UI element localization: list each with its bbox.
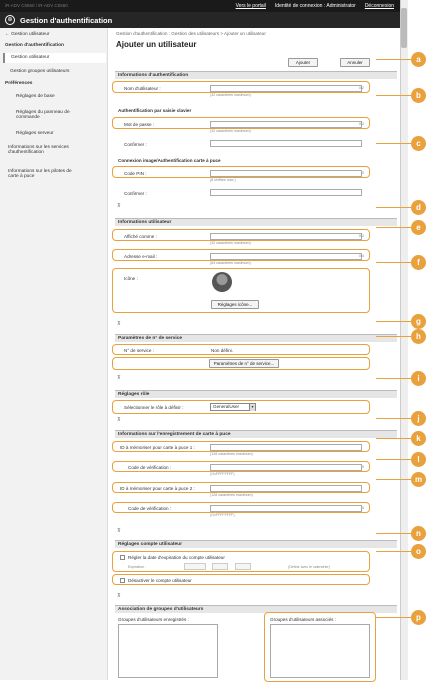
section-user-info: Informations utilisateur bbox=[115, 218, 397, 226]
app-header bbox=[0, 12, 400, 28]
verification1-label: Code de vérification : bbox=[128, 465, 172, 470]
card-id1-hint: (128 caractères maximum) bbox=[210, 452, 253, 456]
highlight-m bbox=[112, 502, 370, 513]
login-id bbox=[275, 3, 356, 9]
service-number-label: N° de service : bbox=[124, 348, 154, 353]
password-hint: (32 caractères maximum) bbox=[210, 129, 251, 133]
scrollbar[interactable] bbox=[400, 0, 408, 680]
callout-e: e bbox=[411, 220, 426, 235]
role-label: Sélectionner le rôle à définir : bbox=[124, 405, 184, 410]
highlight-h bbox=[112, 357, 370, 370]
callout-connector bbox=[376, 227, 412, 228]
sidebar-item-auth-line1: Informations sur les services bbox=[8, 145, 69, 150]
pin-confirm-input[interactable] bbox=[210, 189, 362, 196]
password-label: Mot de passe : bbox=[124, 122, 155, 127]
scroll-top-icon[interactable]: ⊼ bbox=[117, 528, 121, 534]
card-id2-label: ID à mémoriser pour carte à puce 2 : bbox=[120, 486, 195, 491]
sidebar-item-auth-services[interactable] bbox=[8, 145, 69, 155]
sidebar-item-panel-line2: commande bbox=[16, 115, 40, 120]
callout-a: a bbox=[411, 52, 426, 67]
section-account: Réglages compte utilisateur bbox=[115, 540, 397, 548]
authentication-logo-icon: ⊕ bbox=[5, 15, 15, 25]
callout-connector bbox=[376, 321, 412, 322]
callout-connector bbox=[376, 438, 412, 439]
card-id1-label: ID à mémoriser pour carte à puce 1 : bbox=[120, 445, 195, 450]
expiry-checkbox-label: Régler la date d'expiration du compte utilisateur bbox=[128, 555, 225, 560]
highlight-b bbox=[112, 117, 370, 129]
card-id2-hint: (128 caractères maximum) bbox=[210, 493, 253, 497]
service-number-settings-button[interactable]: Paramètres de n° de service... bbox=[209, 359, 279, 368]
password-confirm-input[interactable] bbox=[210, 140, 362, 147]
portal-link[interactable]: Vers le portail bbox=[235, 3, 266, 9]
sidebar-item-users[interactable]: Gestion utilisateur bbox=[3, 53, 106, 63]
verification2-counter: 0 bbox=[361, 506, 364, 510]
highlight-i bbox=[112, 400, 370, 414]
chevron-down-icon: ▾ bbox=[249, 404, 255, 411]
back-link[interactable]: ← Gestion utilisateur bbox=[5, 32, 50, 37]
highlight-e bbox=[112, 249, 370, 261]
highlight-n bbox=[112, 551, 370, 572]
login-user: Administrator bbox=[326, 3, 356, 9]
callout-connector bbox=[376, 336, 412, 337]
section-service-number: Paramètres de n° de service bbox=[115, 334, 397, 342]
section-role: Réglages rôle bbox=[115, 390, 397, 398]
registered-groups-label: Groupes d'utilisateurs enregistrés : bbox=[118, 617, 189, 622]
callout-b: b bbox=[411, 88, 426, 103]
callout-connector bbox=[376, 143, 412, 144]
callout-d: d bbox=[411, 200, 426, 215]
highlight-j bbox=[112, 441, 370, 452]
callout-connector bbox=[376, 207, 412, 208]
breadcrumb: Gestion d'authentification : Gestion des utilisateurs > Ajouter un utilisateur bbox=[116, 31, 266, 36]
password-counter: 0/2 bbox=[358, 122, 364, 126]
callout-c: c bbox=[411, 136, 426, 151]
expiry-hint: (Définir avec le calendrier) bbox=[288, 565, 330, 569]
callout-j: j bbox=[411, 411, 426, 426]
add-button[interactable]: Ajouter bbox=[288, 58, 318, 67]
image-login-subheading: Connexion image/Authentification carte à puce bbox=[118, 158, 221, 163]
section-auth-info: Informations d'authentification bbox=[115, 71, 397, 79]
highlight-c bbox=[112, 166, 370, 178]
highlight-k bbox=[112, 461, 370, 472]
display-name-counter: 0/2 bbox=[358, 234, 364, 238]
verification1-counter: 0 bbox=[361, 465, 364, 469]
scrollbar-thumb[interactable] bbox=[401, 8, 407, 48]
username-hint: (32 caractères maximum) bbox=[210, 93, 251, 97]
callout-h: h bbox=[411, 329, 426, 344]
highlight-f bbox=[112, 268, 370, 313]
section-card-registration: Informations sur l'enregistrement de carte à puce bbox=[115, 430, 397, 438]
callout-l: l bbox=[411, 452, 426, 467]
expiry-label: Expiration : bbox=[128, 565, 146, 569]
callout-connector bbox=[376, 59, 412, 60]
verification2-label: Code de vérification : bbox=[128, 506, 172, 511]
callout-f: f bbox=[411, 255, 426, 270]
sidebar-section-prefs: Préférences bbox=[5, 81, 33, 86]
scroll-top-icon[interactable]: ⊼ bbox=[117, 321, 121, 327]
sidebar-item-card-line2: carte à puce bbox=[8, 174, 35, 179]
sidebar-item-server[interactable]: Réglages serveur bbox=[16, 131, 54, 136]
section-groups: Association de groupes d'utilisateurs bbox=[115, 605, 397, 613]
callout-k: k bbox=[411, 431, 426, 446]
sidebar-item-basic[interactable]: Réglages de base bbox=[16, 94, 55, 99]
callout-connector bbox=[376, 418, 412, 419]
page-title: Ajouter un utilisateur bbox=[116, 40, 197, 49]
callout-m: m bbox=[411, 472, 426, 487]
pin-counter: 0 bbox=[361, 171, 364, 175]
disable-account-label: Désactiver le compte utilisateur bbox=[128, 578, 192, 583]
icon-settings-button[interactable]: Réglages icône... bbox=[211, 300, 259, 309]
highlight-l bbox=[112, 482, 370, 493]
scroll-top-icon[interactable]: ⊼ bbox=[117, 417, 121, 423]
pin-confirm-label: Confirmer : bbox=[124, 191, 147, 196]
sidebar-item-groups[interactable]: Gestion groupes utilisateurs bbox=[10, 69, 70, 74]
scroll-top-icon[interactable]: ⊼ bbox=[117, 593, 121, 599]
callout-connector bbox=[376, 533, 412, 534]
sidebar-item-card-drivers[interactable] bbox=[8, 169, 72, 179]
callout-connector bbox=[376, 378, 412, 379]
service-number-value: Non défini. bbox=[211, 348, 233, 353]
associated-groups-label: Groupes d'utilisateurs associés : bbox=[270, 617, 336, 622]
callout-g: g bbox=[411, 314, 426, 329]
username-counter: 0/2 bbox=[358, 86, 364, 90]
email-hint: (64 caractères maximum) bbox=[210, 261, 251, 265]
callout-connector bbox=[376, 95, 412, 96]
display-name-label: Affiché comme : bbox=[124, 234, 157, 239]
sidebar bbox=[0, 28, 108, 680]
callout-i: i bbox=[411, 371, 426, 386]
verification1-hint: (OxFFFFFFFF) bbox=[210, 472, 235, 476]
pin-label: Code PIN : bbox=[124, 171, 147, 176]
keyboard-auth-subheading: Authentification par saisie clavier bbox=[118, 108, 192, 113]
highlight-a bbox=[112, 81, 370, 93]
machine-name: iR-ADV C5560 / iR-ADV C5560 bbox=[5, 3, 68, 8]
callout-connector bbox=[376, 551, 412, 552]
sidebar-item-panel[interactable] bbox=[16, 110, 70, 120]
callout-connector bbox=[376, 479, 412, 480]
highlight-o bbox=[112, 574, 370, 585]
sidebar-item-auth-line2: d'authentification bbox=[8, 150, 44, 155]
main-content bbox=[108, 28, 400, 680]
highlight-g bbox=[112, 344, 370, 355]
callout-connector bbox=[376, 459, 412, 460]
callout-o: o bbox=[411, 544, 426, 559]
username-label: Nom d'utilisateur : bbox=[124, 86, 161, 91]
highlight-d bbox=[112, 229, 370, 241]
password-confirm-label: Confirmer : bbox=[124, 142, 147, 147]
email-counter: 0/4 bbox=[358, 254, 364, 258]
icon-label: Icône : bbox=[124, 276, 138, 281]
callout-connector bbox=[376, 262, 412, 263]
callout-connector bbox=[376, 617, 412, 618]
logout-link[interactable]: Déconnexion bbox=[364, 3, 394, 9]
scroll-top-icon[interactable]: ⊼ bbox=[117, 375, 121, 381]
pin-hint: (8 chiffres max.) bbox=[210, 178, 236, 182]
verification2-hint: (OxFFFFFFFF) bbox=[210, 513, 235, 517]
registered-groups-list[interactable] bbox=[118, 624, 218, 678]
highlight-p bbox=[264, 612, 376, 682]
scroll-top-icon[interactable]: ⊼ bbox=[117, 203, 121, 209]
login-label: Identité de connexion : bbox=[274, 3, 326, 9]
top-bar bbox=[0, 0, 400, 12]
sidebar-item-panel-line1: Réglages du panneau de bbox=[16, 110, 70, 115]
callout-p: p bbox=[411, 610, 426, 625]
email-label: Adresse e-mail : bbox=[124, 254, 158, 259]
display-name-hint: (32 caractères maximum) bbox=[210, 241, 251, 245]
cancel-button[interactable]: Annuler bbox=[340, 58, 370, 67]
sidebar-item-card-line1: Informations sur les pilotes de bbox=[8, 169, 72, 174]
callout-n: n bbox=[411, 526, 426, 541]
role-select-value: GeneralUser bbox=[213, 404, 240, 409]
sidebar-section-auth: Gestion d'authentification bbox=[5, 43, 64, 48]
app-title: Gestion d'authentification bbox=[20, 15, 113, 25]
